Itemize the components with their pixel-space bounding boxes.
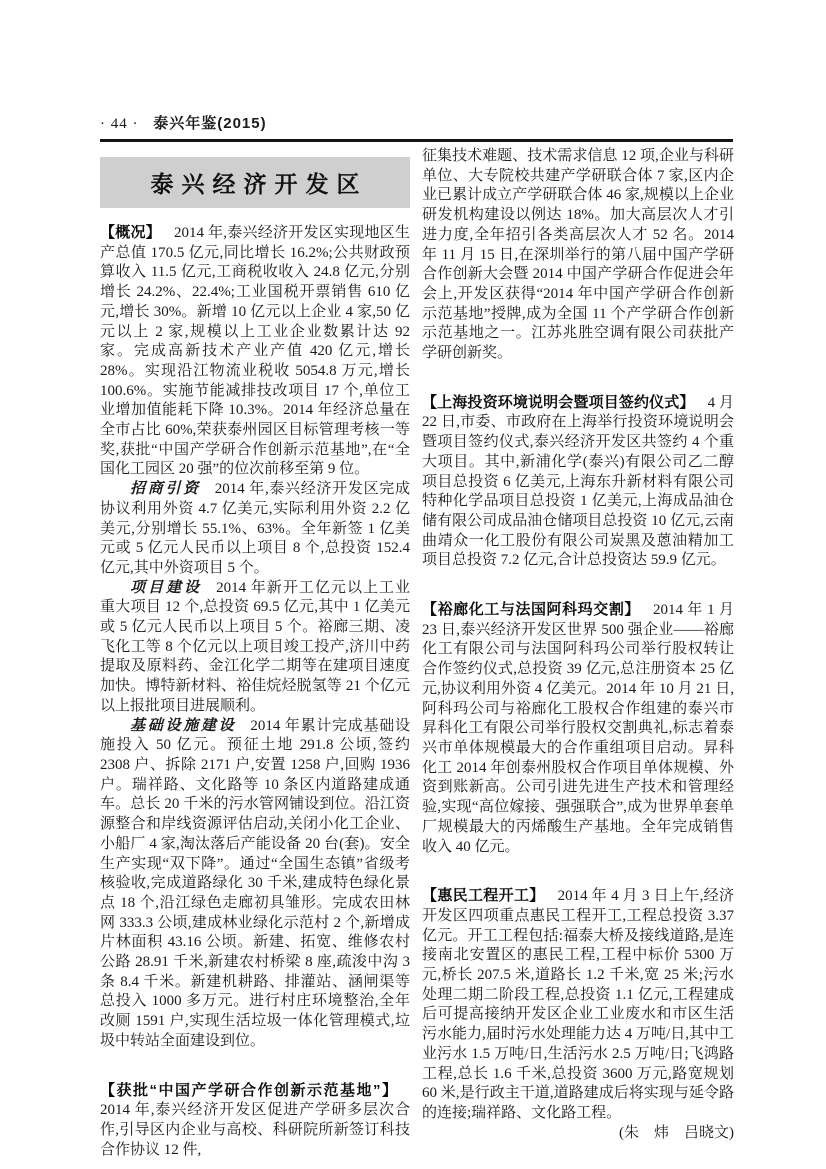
running-header: [100, 112, 733, 133]
section-title-box: [100, 157, 410, 208]
sub-heading-investment: 招商引资: [130, 481, 201, 498]
paragraph-welfare-projects: [422, 886, 734, 1141]
entry-heading-arkema: 【裕廊化工与法国阿科玛交割】: [422, 601, 640, 619]
sub-text-infrastructure: 2014 年累计完成基础设施投入 50 亿元。预征土地 291.8 公顷,签约 2308 户、拆除 2171 户,安置 1258 户,回购 1936 户。瑞祥路、文化路等 10 条区内道路建成通车。总长 20 千米的污水管网铺设到位。沿江资源整合和岸线资源评估启动,关闭小化工企业、小船厂 4 家,淘汰落后产能设备 20 台(套)。安全生产实现“双下降”。通过“全国生态镇”省级考核验收,完成道路绿化 30 千米,建成特色绿化景点 18 个,沿江绿色走廊初具雏形。完成农田林网 333.3 公顷,建成林业绿化示范村 2 个,新增成片林面积 43.16 公顷。新建、拓宽、维修农村公路 28.91 千米,新建农村桥梁 8 座,疏浚中沟 3 条 8.4 千米。新建机耕路、排灌站、涵闸渠等总投入 1000 多万元。进行村庄环境整治,全年改厕 1591 户,实现生活垃圾一体化管理模式,垃圾中转站全面建设到位。: [100, 717, 410, 1049]
right-column: [422, 147, 734, 1143]
header-rule: [100, 139, 733, 142]
entry-text-welfare: 2014 年 4 月 3 日上午,经济开发区四项重点惠民工程开工,工程总投资 3.37 亿元。开工工程包括:福泰大桥及接线道路,是连接南北安置区的惠民工程,工程中标价 5300 万元,桥长 207.5 米,道路长 1.2 千米,宽 25 米;污水处理二期二阶段工程,总投资 1.1 亿元,工程建成后可提高接纳开发区企业工业废水和市区生活污水能力,届时污水处理能力达 4 万吨/日,其中工业污水 1.5 万吨/日,生活污水 2.5 万吨/日;飞鸿路工程,总长 1.6 千米,总投资 3600 万元,路宽规划 60 米,是行政主干道,道路建成后将实现与延令路的连接;瑞祥路、文化路工程。: [422, 888, 734, 1121]
paragraph-infrastructure: [100, 717, 410, 1052]
author-signature: (朱 炜 吕晓文): [619, 1124, 734, 1141]
entry-heading-demo-base: 【获批“中国产学研合作创新示范基地”】: [100, 1081, 397, 1099]
entry-heading-welfare: 【惠民工程开工】: [422, 887, 545, 905]
book-title: 泰兴年鉴(2015): [153, 115, 267, 132]
paragraph-project-construction: [100, 579, 410, 717]
sub-heading-infrastructure: 基础设施建设: [130, 717, 237, 734]
entry-text-demo-base: 2014 年,泰兴经济开发区促进产学研多层次合作,引导区内企业与高校、科研院所新签订科技合作协议 12 件,: [100, 1102, 410, 1158]
cont-text-demo-base: 征集技术难题、技术需求信息 12 项,企业与科研单位、大专院校共建产学研联合体 7 家,区内企业已累计成立产学研联合体 46 家,规模以上企业研发机构建设以例达 18%。加大高层次人才引进力度,全年招引各类高层次人才 52 名。2014 年 11 月 15 日,在深圳举行的第八届中国产学研合作创新大会暨 2014 中国产学研合作促进会年会上,开发区获得“2014 年中国产学研合作创新示范基地”授牌,成为全国 11 个产学研合作创新示范基地之一。江苏兆胜空调有限公司获批产学研创新奖。: [422, 148, 734, 362]
paragraph-arkema-handover: [422, 600, 734, 857]
page-number: · 44 ·: [100, 116, 139, 132]
sub-text-investment: 2014 年,泰兴经济开发区完成协议利用外资 4.7 亿美元,实际利用外资 2.2 亿美元,分别增长 55.1%、63%。全年新签 1 亿美元或 5 亿元人民币以上项目 8 个,总投资 152.4 亿元,其中外资项目 5 个。: [100, 481, 410, 576]
sub-text-projects: 2014 年新开工亿元以上工业重大项目 12 个,总投资 69.5 亿元,其中 1 亿美元或 5 亿元人民币以上项目 5 个。裕廊三期、凌飞化工等 8 个亿元以上项目竣工投产,济川中药提取及原料药、金江化学二期等在建项目速度加快。博特新材料、裕佳烷烃脱氢等 21 个亿元以上报批项目进展顺利。: [100, 579, 410, 714]
entry-heading-shanghai: 【上海投资环境说明会暨项目签约仪式】: [422, 393, 695, 411]
section-title: 泰兴经济开发区: [150, 171, 368, 197]
entry-heading-overview: 【概况】: [100, 224, 161, 241]
paragraph-demo-base-continued: [422, 147, 734, 364]
paragraph-investment-attraction: [100, 480, 410, 579]
left-column: [100, 157, 410, 1160]
entry-text-overview: 2014 年,泰兴经济开发区实现地区生产总值 170.5 亿元,同比增长 16.2%;公共财政预算收入 11.5 亿元,工商税收收入 24.8 亿元,分别增长 24.2%、22.4%;工业国税开票销售 610 亿元,增长 30%。新增 10 亿元以上企业 4 家,50 亿元以上 2 家,规模以上工业企业数累计达 92 家。完成高新技术产业产值 420 亿元,增长 28%。实现沿江物流业税收 5054.8 万元,增长 100.6%。实施节能减排技改项目 17 个,单位工业增加值能耗下降 10.3%。2014 年经济总量在全市占比 60%,荣获泰州园区目标管理考核一等奖,获批“中国产学研合作创新示范基地”,在“全国化工园区 20 强”的位次前移至第 9 位。: [100, 225, 410, 478]
paragraph-shanghai-signing: [422, 393, 734, 571]
paragraph-demo-base-approval: [100, 1081, 410, 1161]
paragraph-overview: [100, 223, 410, 480]
entry-text-arkema: 2014 年 1 月 23 日,泰兴经济开发区世界 500 强企业——裕廊化工有限公司与法国阿科玛公司举行股权转让合作签约仪式,总投资 39 亿元,总注册资本 25 亿元,协议利用外资 4 亿美元。2014 年 10 月 21 日,阿科玛公司与裕廊化工股权合作组建的泰兴市昇科化工有限公司举行股权交割典礼,标志着泰兴市单体规模最大的合作重组项目启动。昇科化工 2014 年创泰州股权合作项目单体规模、外资到账新高。公司引进先进生产技术和管理经验,实现“高位嫁接、强强联合”,成为世界单套单厂规模最大的丙烯酸生产基地。全年完成销售收入 40 亿元。: [422, 602, 734, 855]
sub-heading-projects: 项目建设: [130, 579, 203, 596]
entry-text-shanghai: 4 月 22 日,市委、市政府在上海举行投资环境说明会暨项目签约仪式,泰兴经济开发区共签约 4 个重大项目。其中,新浦化学(泰兴)有限公司乙二醇项目总投资 6 亿美元,上海东升新材料有限公司特种化学品项目总投资 1 亿美元,上海成品油仓储有限公司成品油仓储项目总投资 10 亿元,云南曲靖众一化工股份有限公司炭黑及蒽油精加工项目总投资 7.2 亿元,合计总投资达 59.9 亿元。: [422, 394, 734, 569]
